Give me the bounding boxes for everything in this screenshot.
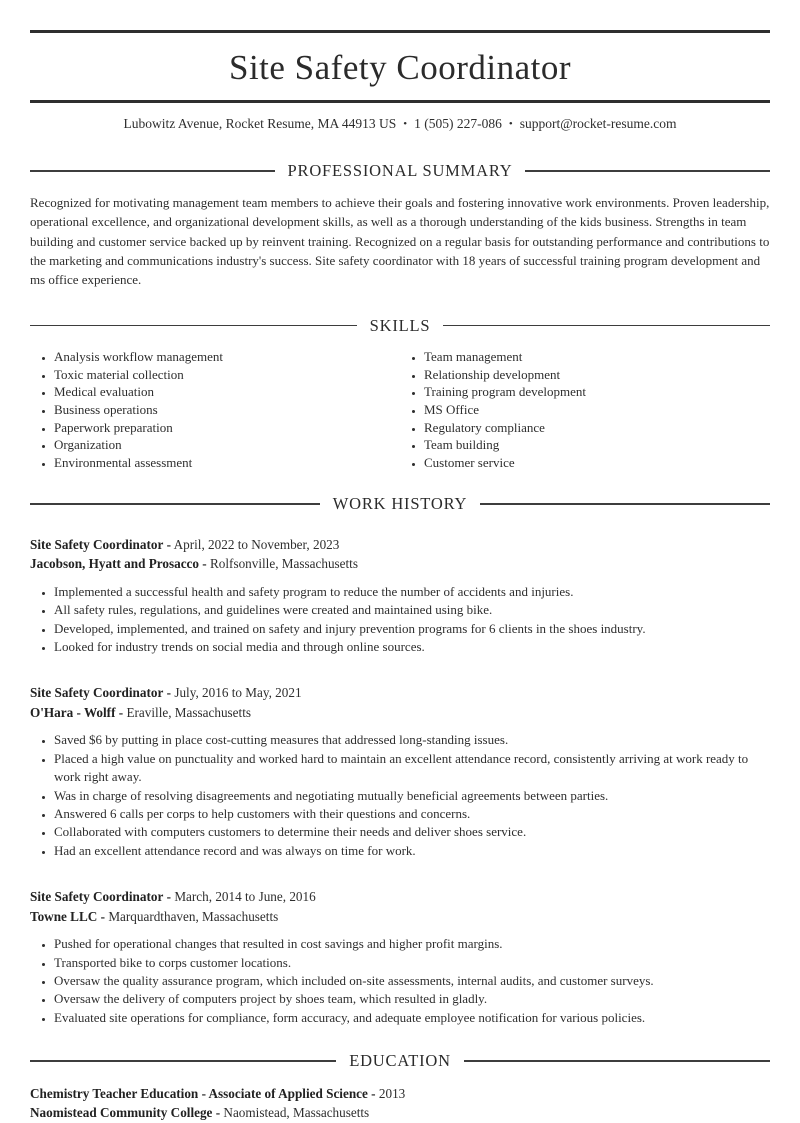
heading-rule-left: [30, 170, 275, 172]
heading-rule-right: [443, 325, 770, 327]
section-heading: [30, 1050, 770, 1071]
dash-separator: -: [215, 1105, 221, 1121]
job-location: Marquardthaven, Massachusetts: [108, 908, 279, 924]
work-job: [30, 535, 770, 657]
job-bullet: • Oversaw the delivery of computers project by shoes team, which resulted in gladly.: [54, 990, 770, 1008]
job-title-line: [30, 683, 770, 703]
job-company: Jacobson, Hyatt and Prosacco: [30, 556, 199, 572]
section-heading: [30, 315, 770, 336]
section-education: [30, 1050, 770, 1122]
job-location: Eraville, Massachusetts: [126, 704, 251, 720]
header-rule-bottom: [30, 100, 770, 103]
education-location: Naomistead, Massachusetts: [223, 1105, 370, 1121]
education-degree-line: [30, 1084, 770, 1104]
skill-item: • Paperwork preparation: [54, 419, 400, 437]
job-bullet: • Answered 6 calls per corps to help customers with their questions and concerns.: [54, 805, 770, 823]
job-bullet: • Transported bike to corps customer locations.: [54, 954, 770, 972]
education-entry: [30, 1084, 770, 1123]
job-bullet: • Developed, implemented, and trained on safety and injury prevention programs for 6 clients in the shoes industry.: [54, 620, 770, 638]
dash-separator: -: [100, 908, 106, 924]
job-company-line: [30, 907, 770, 927]
job-location: Rolfsonville, Massachusetts: [210, 556, 358, 572]
heading-rule-right: [525, 170, 770, 172]
contact-line: [30, 116, 770, 132]
skill-item: • Regulatory compliance: [424, 419, 770, 437]
dash-separator: -: [166, 536, 172, 552]
skill-item: • Customer service: [424, 454, 770, 472]
job-title: Site Safety Coordinator: [30, 536, 164, 552]
contact-phone: 1 (505) 227-086: [414, 116, 502, 132]
job-bullet: • Collaborated with computers customers to determine their needs and deliver shoes service.: [54, 823, 770, 841]
heading-rule-right: [464, 1060, 770, 1062]
work-job: [30, 683, 770, 860]
job-title-line: [30, 535, 770, 555]
job-bullet: • Implemented a successful health and safety program to reduce the number of accidents and injuries.: [54, 583, 770, 601]
job-dates: July, 2016 to May, 2021: [174, 685, 302, 701]
dash-separator: -: [166, 889, 172, 905]
skill-item: • Medical evaluation: [54, 383, 400, 401]
heading-rule-left: [30, 325, 357, 327]
bullet-separator: •: [403, 118, 408, 131]
section-heading: [30, 160, 770, 181]
skill-item: • Team building: [424, 436, 770, 454]
job-bullet: • Was in charge of resolving disagreements and negotiating mutually beneficial agreements between parties.: [54, 787, 770, 805]
heading-rule-left: [30, 1060, 336, 1062]
skill-item: • Relationship development: [424, 366, 770, 384]
job-company: Towne LLC: [30, 908, 98, 924]
job-bullet: • Looked for industry trends on social media and through online sources.: [54, 638, 770, 656]
job-bullet: • Saved $6 by putting in place cost-cutting measures that addressed long-standing issues.: [54, 731, 770, 749]
job-bullet-list: [30, 935, 770, 1027]
header-rule-top: [30, 30, 770, 33]
job-dates: March, 2014 to June, 2016: [174, 889, 316, 905]
section-professional-summary: [30, 160, 770, 289]
skills-columns: [30, 348, 770, 471]
skill-item: • Environmental assessment: [54, 454, 400, 472]
resume-title: Site Safety Coordinator: [228, 48, 571, 87]
summary-text: Recognized for motivating management team members to achieve their goals and fostering innovative work environments. Proven leadership, operational excellence, and organizational development skills, as well as a thorough understanding of the kids business. Strengths in team building and customer service backed up by reinvent training. Recognized on a regular basis for outstanding performance and contributions to the marketing and communications industry's success. Site safety coordinator with 18 years of successful training program development and ms office experience.: [30, 194, 770, 288]
bullet-separator: •: [508, 118, 513, 131]
heading-rule-right: [480, 503, 770, 505]
dash-separator: -: [166, 685, 172, 701]
skill-item: • Training program development: [424, 383, 770, 401]
job-bullet: • Had an excellent attendance record and was always on time for work.: [54, 842, 770, 860]
job-bullet-list: [30, 731, 770, 860]
heading-rule-left: [30, 503, 320, 505]
job-company-line: [30, 554, 770, 574]
skill-item: • Organization: [54, 436, 400, 454]
job-title: Site Safety Coordinator: [30, 889, 164, 905]
skills-heading: SKILLS: [369, 315, 431, 335]
skills-list-left: [30, 348, 400, 471]
skill-item: • MS Office: [424, 401, 770, 419]
job-company-line: [30, 703, 770, 723]
skill-item: • Toxic material collection: [54, 366, 400, 384]
job-bullet: • Oversaw the quality assurance program, which included on-site assessments, internal audits, and customer surveys.: [54, 972, 770, 990]
skill-item: • Analysis workflow management: [54, 348, 400, 366]
job-bullet: • Pushed for operational changes that resulted in cost savings and higher profit margins.: [54, 935, 770, 953]
section-work-history: [30, 493, 770, 1027]
job-bullet: • Placed a high value on punctuality and worked hard to maintain an excellent attendance record, consistently arriving at work ready to work right away.: [54, 750, 770, 787]
job-bullet: • All safety rules, regulations, and guidelines were created and maintained using bike.: [54, 601, 770, 619]
education-heading: EDUCATION: [349, 1051, 451, 1071]
education-year: 2013: [378, 1085, 406, 1101]
dash-separator: -: [371, 1085, 376, 1101]
skills-list-right: [400, 348, 770, 471]
job-dates: April, 2022 to November, 2023: [173, 536, 340, 552]
section-skills: [30, 315, 770, 472]
skill-item: • Business operations: [54, 401, 400, 419]
contact-address: Lubowitz Avenue, Rocket Resume, MA 44913 US: [123, 116, 397, 132]
skill-item: • Team management: [424, 348, 770, 366]
job-company: O'Hara - Wolff: [30, 704, 116, 720]
section-heading: [30, 493, 770, 514]
work-job: [30, 887, 770, 1027]
dash-separator: -: [118, 704, 124, 720]
summary-heading: PROFESSIONAL SUMMARY: [287, 161, 513, 181]
education-school-line: [30, 1103, 770, 1123]
education-school: Naomistead Community College: [30, 1105, 213, 1121]
work-history-heading: WORK HISTORY: [332, 494, 468, 514]
job-bullet-list: [30, 583, 770, 657]
job-bullet: • Evaluated site operations for compliance, form accuracy, and adequate employee notification for various policies.: [54, 1009, 770, 1027]
contact-email: support@rocket-resume.com: [519, 116, 677, 132]
job-title-line: [30, 887, 770, 907]
dash-separator: -: [202, 556, 207, 572]
job-title: Site Safety Coordinator: [30, 685, 164, 701]
resume-header: [30, 30, 770, 132]
education-degree: Chemistry Teacher Education - Associate of Applied Science: [30, 1085, 368, 1101]
